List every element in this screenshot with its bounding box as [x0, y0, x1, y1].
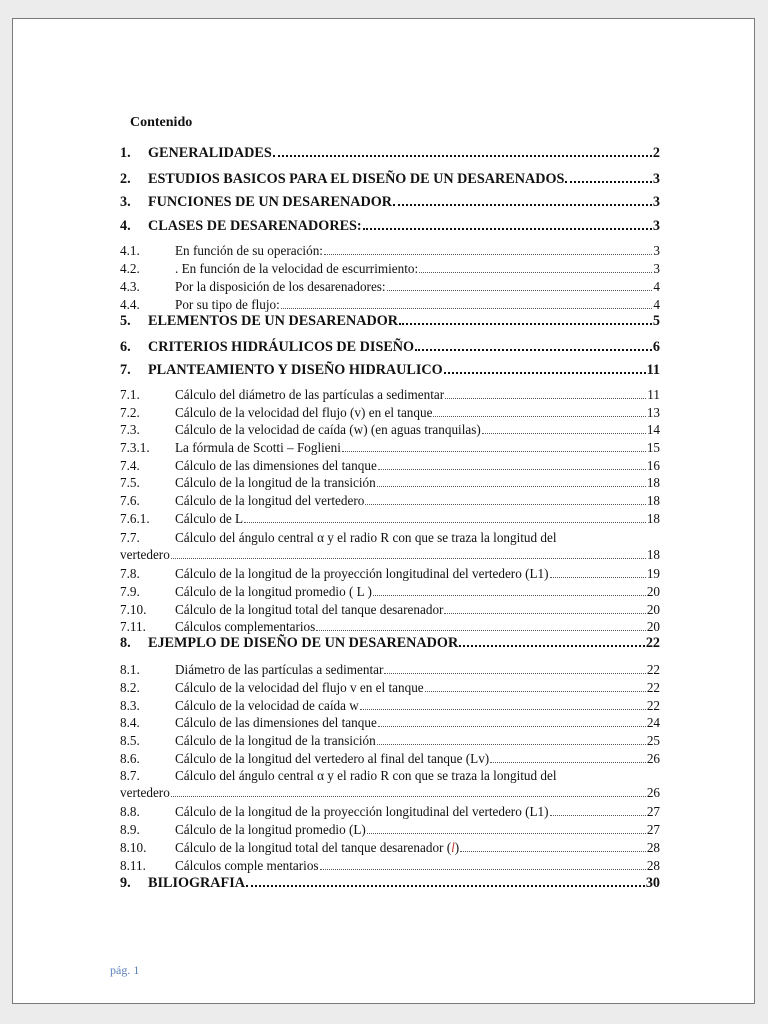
toc-entry-8-6[interactable]: 8.6. Cálculo de la longitud del vertedero al final del tanque (Lv) 26: [120, 751, 660, 766]
toc-entry-7-6[interactable]: 7.6. Cálculo de la longitud del vertedero 18: [120, 493, 660, 508]
dot-leader: [360, 708, 646, 710]
toc-entry-4-4[interactable]: 4.4. Por su tipo de flujo: 4: [120, 297, 660, 312]
toc-entry-9[interactable]: 9. BILIOGRAFIA 30: [120, 875, 660, 891]
dot-leader: [316, 629, 646, 631]
dot-leader: [550, 576, 646, 578]
dot-leader: [171, 557, 646, 559]
toc-entry-8-11[interactable]: 8.11. Cálculos comple mentarios 28: [120, 858, 660, 873]
toc-entry-7-9[interactable]: 7.9. Cálculo de la longitud promedio ( L ) 20: [120, 584, 660, 599]
toc-entry-4-3[interactable]: 4.3. Por la disposición de los desarenadores: 4: [120, 279, 660, 294]
dot-leader: [482, 432, 646, 434]
dot-leader: [365, 503, 645, 505]
dot-leader: [415, 348, 652, 351]
dot-leader: [460, 850, 646, 852]
dot-leader: [363, 227, 652, 230]
toc-entry-8-10[interactable]: 8.10. Cálculo de la longitud total del tanque desarenador (l) 28: [120, 840, 660, 855]
toc-entry-1[interactable]: 1. GENERALIDADES 2: [120, 145, 660, 161]
dot-leader: [367, 832, 646, 834]
toc-entry-8-2[interactable]: 8.2. Cálculo de la velocidad del flujo v en el tanque 22: [120, 680, 660, 695]
dot-leader: [459, 644, 645, 647]
toc-entry-7-10[interactable]: 7.10. Cálculo de la longitud total del tanque desarenador 20: [120, 602, 660, 617]
dot-leader: [342, 450, 646, 452]
dot-leader: [273, 154, 652, 157]
toc-entry-8-5[interactable]: 8.5. Cálculo de la longitud de la transición 25: [120, 733, 660, 748]
toc-entry-8-8[interactable]: 8.8. Cálculo de la longitud de la proyección longitudinal del vertedero (L1) 27: [120, 804, 660, 819]
dot-leader: [324, 253, 652, 255]
toc-heading: Contenido: [130, 115, 193, 130]
toc-entry-8-9[interactable]: 8.9. Cálculo de la longitud promedio (L) 27: [120, 822, 660, 837]
toc-entry-7-2[interactable]: 7.2. Cálculo de la velocidad del flujo (v) en el tanque 13: [120, 405, 660, 420]
dot-leader: [378, 725, 646, 727]
dot-leader: [244, 521, 646, 523]
dot-leader: [246, 884, 645, 887]
dot-leader: [433, 415, 645, 417]
dot-leader: [445, 397, 646, 399]
toc-entry-7-1[interactable]: 7.1. Cálculo del diámetro de las partículas a sedimentar 11: [120, 387, 660, 402]
toc-entry-7-3-1[interactable]: 7.3.1. La fórmula de Scotti – Foglieni 15: [120, 440, 660, 455]
dot-leader: [444, 612, 645, 614]
dot-leader: [387, 289, 653, 291]
dot-leader: [550, 814, 646, 816]
italic-l-symbol: l: [451, 840, 455, 855]
toc-entry-7-8[interactable]: 7.8. Cálculo de la longitud de la proyección longitudinal del vertedero (L1) 19: [120, 566, 660, 581]
toc-entry-3[interactable]: 3. FUNCIONES DE UN DESARENADOR 3: [120, 194, 660, 210]
dot-leader: [419, 271, 652, 273]
toc-entry-7-11[interactable]: 7.11. Cálculos complementarios 20: [120, 619, 660, 634]
page-number-footer: pág. 1: [110, 963, 140, 977]
dot-leader: [384, 672, 645, 674]
toc-entry-8-7[interactable]: 8.7. Cálculo del ángulo central α y el radio R con que se traza la longitud del vertedero 26: [120, 768, 660, 800]
toc-entry-8-4[interactable]: 8.4. Cálculo de las dimensiones del tanque 24: [120, 715, 660, 730]
toc-entry-7[interactable]: 7. PLANTEAMIENTO Y DISEÑO HIDRAULICO 11: [120, 362, 660, 378]
toc-entry-7-7[interactable]: 7.7. Cálculo del ángulo central α y el radio R con que se traza la longitud del vertedero 18: [120, 530, 660, 562]
toc-entry-7-6-1[interactable]: 7.6.1. Cálculo de L 18: [120, 511, 660, 526]
toc-entry-8[interactable]: 8. EJEMPLO DE DISEÑO DE UN DESARENADOR 22: [120, 635, 660, 651]
dot-leader: [377, 743, 646, 745]
dot-leader: [444, 371, 646, 374]
toc-entry-2[interactable]: 2. ESTUDIOS BASICOS PARA EL DISEÑO DE UN DESARENADOS 3: [120, 171, 660, 187]
toc-entry-4-1[interactable]: 4.1. En función de su operación: 3: [120, 243, 660, 258]
toc-entry-5[interactable]: 5. ELEMENTOS DE UN DESARENADOR 5: [120, 313, 660, 329]
dot-leader: [377, 485, 646, 487]
dot-leader: [320, 868, 646, 870]
dot-leader: [393, 203, 652, 206]
toc-entry-7-5[interactable]: 7.5. Cálculo de la longitud de la transición 18: [120, 475, 660, 490]
dot-leader: [490, 761, 646, 763]
dot-leader: [378, 468, 646, 470]
dot-leader: [565, 180, 652, 183]
toc-entry-7-3[interactable]: 7.3. Cálculo de la velocidad de caída (w) (en aguas tranquilas) 14: [120, 422, 660, 437]
toc-entry-8-1[interactable]: 8.1. Diámetro de las partículas a sedimentar 22: [120, 662, 660, 677]
toc-entry-4[interactable]: 4. CLASES DE DESARENADORES: 3: [120, 218, 660, 234]
toc-entry-7-4[interactable]: 7.4. Cálculo de las dimensiones del tanque 16: [120, 458, 660, 473]
dot-leader: [281, 307, 653, 309]
dot-leader: [425, 690, 646, 692]
dot-leader: [373, 594, 646, 596]
toc-entry-8-3[interactable]: 8.3. Cálculo de la velocidad de caída w 22: [120, 698, 660, 713]
toc-entry-6[interactable]: 6. CRITERIOS HIDRÁULICOS DE DISEÑO 6: [120, 339, 660, 355]
toc-entry-4-2[interactable]: 4.2. . En función de la velocidad de escurrimiento: 3: [120, 261, 660, 276]
dot-leader: [399, 322, 652, 325]
dot-leader: [171, 795, 646, 797]
